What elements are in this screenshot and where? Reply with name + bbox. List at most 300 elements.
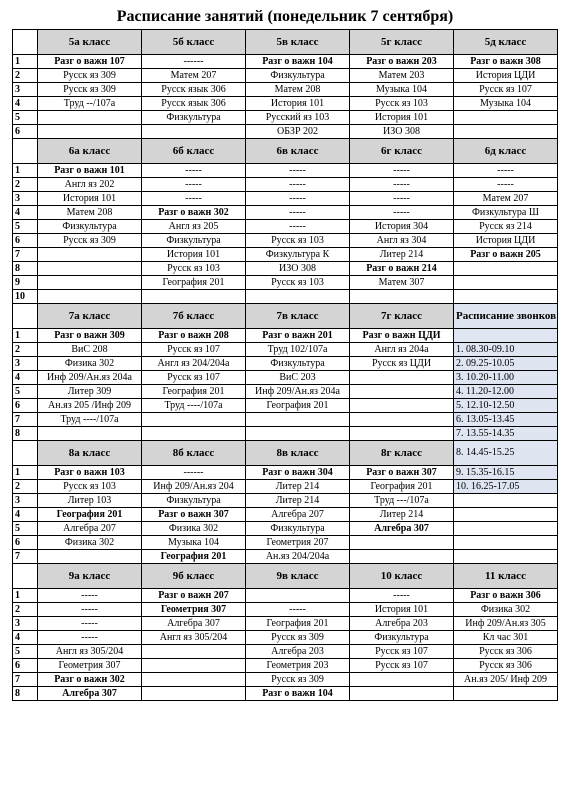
lesson-cell: Русск яз 107	[142, 371, 246, 385]
lesson-cell: -----	[350, 206, 454, 220]
lesson-cell: Русск яз 309	[246, 631, 350, 645]
lesson-number: 5	[13, 522, 38, 536]
lesson-cell: Англ яз 305/204	[142, 631, 246, 645]
lesson-cell	[142, 427, 246, 441]
lesson-cell	[454, 262, 558, 276]
lesson-row	[13, 645, 558, 659]
lesson-cell	[38, 290, 142, 304]
class-header: 8г класс	[350, 441, 454, 466]
bell-cell	[454, 508, 558, 522]
lesson-row	[13, 399, 558, 413]
lesson-cell: История 101	[142, 248, 246, 262]
lesson-cell: Геометрия 203	[246, 659, 350, 673]
lesson-row	[13, 631, 558, 645]
lesson-cell: Разг о важн 307	[142, 508, 246, 522]
class-header: 9б класс	[142, 564, 246, 589]
lesson-number: 6	[13, 659, 38, 673]
lesson-number: 2	[13, 480, 38, 494]
lesson-cell: Ан.яз 205/ Инф 209	[454, 673, 558, 687]
lesson-cell	[38, 276, 142, 290]
lesson-cell: История 304	[350, 220, 454, 234]
lesson-cell: ВиС 203	[246, 371, 350, 385]
lesson-cell: Кл час 301	[454, 631, 558, 645]
lesson-number: 10	[13, 290, 38, 304]
lesson-number: 4	[13, 631, 38, 645]
lesson-cell: ------	[142, 466, 246, 480]
lesson-number: 1	[13, 164, 38, 178]
lesson-cell: Разг о важн 304	[246, 466, 350, 480]
class-header: 5а класс	[38, 30, 142, 55]
lesson-cell: География 201	[142, 385, 246, 399]
header-corner	[13, 564, 38, 589]
class-header: 6г класс	[350, 139, 454, 164]
lesson-cell: Алгебра 307	[142, 617, 246, 631]
lesson-cell	[350, 371, 454, 385]
lesson-cell: Матем 207	[142, 69, 246, 83]
lesson-cell: Музыка 104	[454, 97, 558, 111]
class-header: 5г класс	[350, 30, 454, 55]
class-header: 10 класс	[350, 564, 454, 589]
lesson-cell: -----	[350, 164, 454, 178]
lesson-cell: Литер 214	[350, 508, 454, 522]
lesson-cell: Разг о важн 207	[142, 589, 246, 603]
lesson-number: 6	[13, 125, 38, 139]
lesson-row	[13, 329, 558, 343]
bell-cell: 5. 12.10-12.50	[454, 399, 558, 413]
lesson-cell: Русск яз 103	[38, 480, 142, 494]
lesson-cell: Алгебра 307	[38, 687, 142, 701]
lesson-cell: Русск яз 214	[454, 220, 558, 234]
lesson-cell: Русск яз 309	[38, 234, 142, 248]
lesson-cell: Англ яз 304	[350, 234, 454, 248]
lesson-number: 3	[13, 494, 38, 508]
lesson-cell	[38, 248, 142, 262]
lesson-number: 1	[13, 329, 38, 343]
lesson-cell: Русск яз 107	[142, 343, 246, 357]
lesson-cell: -----	[350, 192, 454, 206]
lesson-cell: Литер 103	[38, 494, 142, 508]
lesson-row	[13, 673, 558, 687]
bell-cell: 9. 15.35-16.15	[454, 466, 558, 480]
lesson-cell: -----	[246, 206, 350, 220]
lesson-number: 7	[13, 413, 38, 427]
lesson-cell	[454, 125, 558, 139]
class-header: 7в класс	[246, 304, 350, 329]
lesson-row	[13, 536, 558, 550]
lesson-row	[13, 603, 558, 617]
lesson-row	[13, 178, 558, 192]
lesson-cell: Русск яз 103	[246, 234, 350, 248]
lesson-cell	[38, 125, 142, 139]
lesson-cell: Русск яз 103	[246, 276, 350, 290]
lesson-cell: Физкультура	[142, 494, 246, 508]
class-header: 6д класс	[454, 139, 558, 164]
lesson-cell: Русск яз 309	[38, 69, 142, 83]
lesson-cell: -----	[454, 178, 558, 192]
lesson-cell: Русск яз 107	[454, 83, 558, 97]
lesson-cell: История 101	[38, 192, 142, 206]
bell-cell: 10. 16.25-17.05	[454, 480, 558, 494]
lesson-cell: География 201	[246, 399, 350, 413]
lesson-cell	[350, 673, 454, 687]
lesson-cell	[142, 687, 246, 701]
bells-header: Расписание звонков	[454, 304, 558, 329]
lesson-cell: -----	[350, 178, 454, 192]
header-corner	[13, 30, 38, 55]
lesson-row	[13, 220, 558, 234]
class-header: 9в класс	[246, 564, 350, 589]
lesson-cell: Разг о важн 302	[38, 673, 142, 687]
lesson-cell: -----	[38, 589, 142, 603]
lesson-cell: Разг о важн 201	[246, 329, 350, 343]
lesson-cell: Труд ----/107а	[142, 399, 246, 413]
lesson-cell: География 201	[142, 276, 246, 290]
lesson-number: 7	[13, 673, 38, 687]
lesson-row	[13, 164, 558, 178]
class-header: 5б класс	[142, 30, 246, 55]
lesson-cell: Физкультура	[246, 357, 350, 371]
lesson-cell: Литер 309	[38, 385, 142, 399]
lesson-cell: Разг о важн 214	[350, 262, 454, 276]
lesson-cell: -----	[142, 192, 246, 206]
lesson-cell: Труд ----/107а	[38, 413, 142, 427]
class-header: 5в класс	[246, 30, 350, 55]
page-title: Расписание занятий (понедельник 7 сентября)	[116, 8, 454, 25]
lesson-cell: -----	[246, 164, 350, 178]
lesson-cell: -----	[142, 178, 246, 192]
lesson-cell: -----	[246, 178, 350, 192]
lesson-cell	[350, 427, 454, 441]
lesson-cell: Ан.яз 204/204а	[246, 550, 350, 564]
lesson-row	[13, 290, 558, 304]
lesson-row	[13, 589, 558, 603]
lesson-number: 6	[13, 234, 38, 248]
lesson-cell	[350, 536, 454, 550]
lesson-cell: Русск яз 103	[142, 262, 246, 276]
lesson-cell: Русск яз 103	[350, 97, 454, 111]
lesson-cell: Русск яз 107	[350, 645, 454, 659]
lesson-cell: Матем 203	[350, 69, 454, 83]
lesson-number: 1	[13, 466, 38, 480]
lesson-cell: Матем 207	[454, 192, 558, 206]
lesson-cell: Разг о важн 309	[38, 329, 142, 343]
lesson-cell: Англ яз 204/204а	[142, 357, 246, 371]
lesson-cell: Русский яз 103	[246, 111, 350, 125]
class-header-row	[13, 441, 558, 466]
lesson-cell: Англ яз 202	[38, 178, 142, 192]
lesson-cell	[38, 427, 142, 441]
class-header-row	[13, 304, 558, 329]
bell-cell	[454, 329, 558, 343]
lesson-cell	[246, 290, 350, 304]
lesson-cell: Физкультура	[38, 220, 142, 234]
lesson-cell: Русск яз 306	[454, 645, 558, 659]
lesson-cell: Англ яз 305/204	[38, 645, 142, 659]
lesson-number: 3	[13, 357, 38, 371]
lesson-row	[13, 69, 558, 83]
bell-cell	[454, 550, 558, 564]
lesson-cell: ИЗО 308	[246, 262, 350, 276]
lesson-number: 4	[13, 371, 38, 385]
lesson-cell: Алгебра 203	[246, 645, 350, 659]
lesson-cell: Разг о важн 308	[454, 55, 558, 69]
class-header: 8в класс	[246, 441, 350, 466]
class-header: 6а класс	[38, 139, 142, 164]
lesson-cell: -----	[142, 164, 246, 178]
lesson-row	[13, 111, 558, 125]
bell-cell: 3. 10.20-11.00	[454, 371, 558, 385]
lesson-cell: Инф 209/Ан.яз 204	[142, 480, 246, 494]
lesson-row	[13, 192, 558, 206]
lesson-number: 5	[13, 645, 38, 659]
lesson-number: 5	[13, 220, 38, 234]
lesson-number: 1	[13, 589, 38, 603]
lesson-number: 6	[13, 399, 38, 413]
lesson-number: 5	[13, 385, 38, 399]
bell-cell	[454, 494, 558, 508]
lesson-number: 3	[13, 192, 38, 206]
class-header: 7б класс	[142, 304, 246, 329]
lesson-cell: Инф 209/Ан.яз 305	[454, 617, 558, 631]
lesson-cell	[350, 413, 454, 427]
lesson-cell	[350, 399, 454, 413]
bell-cell: 4. 11.20-12.00	[454, 385, 558, 399]
lesson-cell: -----	[454, 164, 558, 178]
lesson-number: 2	[13, 178, 38, 192]
lesson-cell: -----	[246, 220, 350, 234]
lesson-cell: Разг о важн 208	[142, 329, 246, 343]
lesson-cell: Англ яз 205	[142, 220, 246, 234]
lesson-cell: История ЦДИ	[454, 69, 558, 83]
lesson-cell	[38, 111, 142, 125]
lesson-number: 7	[13, 248, 38, 262]
lesson-cell: Физика 302	[142, 522, 246, 536]
lesson-number: 4	[13, 97, 38, 111]
lesson-cell	[38, 550, 142, 564]
lesson-cell: -----	[38, 617, 142, 631]
lesson-number: 2	[13, 69, 38, 83]
lesson-cell: ВиС 208	[38, 343, 142, 357]
lesson-cell: Матем 208	[246, 83, 350, 97]
lesson-cell: Физкультура	[246, 522, 350, 536]
lesson-cell: Русск яз 107	[350, 659, 454, 673]
lesson-cell	[142, 659, 246, 673]
lesson-cell: Труд ---/107а	[350, 494, 454, 508]
lesson-number: 2	[13, 343, 38, 357]
lesson-cell: Разг о важн 307	[350, 466, 454, 480]
lesson-cell	[142, 645, 246, 659]
lesson-number: 2	[13, 603, 38, 617]
lesson-row	[13, 55, 558, 69]
lesson-row	[13, 343, 558, 357]
lesson-cell	[142, 413, 246, 427]
class-header: 5д класс	[454, 30, 558, 55]
header-corner	[13, 139, 38, 164]
lesson-cell: Матем 208	[38, 206, 142, 220]
class-header-row	[13, 30, 558, 55]
lesson-cell: История ЦДИ	[454, 234, 558, 248]
lesson-row	[13, 357, 558, 371]
lesson-cell: География 201	[350, 480, 454, 494]
lesson-row	[13, 97, 558, 111]
lesson-cell: Литер 214	[350, 248, 454, 262]
lesson-cell	[454, 290, 558, 304]
lesson-cell: Разг о важн ЦДИ	[350, 329, 454, 343]
class-header-row	[13, 139, 558, 164]
lesson-cell: История 101	[350, 603, 454, 617]
bell-cell: 6. 13.05-13.45	[454, 413, 558, 427]
lesson-cell: -----	[350, 589, 454, 603]
lesson-cell: Русск язык 306	[142, 83, 246, 97]
lesson-cell: География 201	[246, 617, 350, 631]
lesson-cell: Алгебра 207	[38, 522, 142, 536]
lesson-row	[13, 234, 558, 248]
lesson-cell: Матем 307	[350, 276, 454, 290]
lesson-number: 8	[13, 427, 38, 441]
lesson-cell: Физкультура К	[246, 248, 350, 262]
lesson-cell: Разг о важн 104	[246, 55, 350, 69]
bell-cell: 2. 09.25-10.05	[454, 357, 558, 371]
class-header: 7а класс	[38, 304, 142, 329]
lesson-cell: Разг о важн 205	[454, 248, 558, 262]
lesson-cell: ОБЗР 202	[246, 125, 350, 139]
lesson-cell: Разг о важн 107	[38, 55, 142, 69]
lesson-cell	[454, 687, 558, 701]
lesson-cell	[38, 262, 142, 276]
lesson-row	[13, 617, 558, 631]
lesson-cell: Литер 214	[246, 494, 350, 508]
lesson-cell: Ан.яз 205 /Инф 209	[38, 399, 142, 413]
lesson-number: 4	[13, 206, 38, 220]
lesson-cell: Разг о важн 203	[350, 55, 454, 69]
lesson-cell	[350, 687, 454, 701]
lesson-cell	[246, 413, 350, 427]
lesson-cell: Англ яз 204а	[350, 343, 454, 357]
lesson-cell: Разг о важн 302	[142, 206, 246, 220]
class-header: 6б класс	[142, 139, 246, 164]
lesson-cell: Алгебра 307	[350, 522, 454, 536]
lesson-row	[13, 550, 558, 564]
lesson-cell	[350, 385, 454, 399]
lesson-cell: ИЗО 308	[350, 125, 454, 139]
lesson-cell: Физика 302	[454, 603, 558, 617]
lesson-cell	[350, 550, 454, 564]
lesson-cell: Музыка 104	[350, 83, 454, 97]
lesson-number: 5	[13, 111, 38, 125]
lesson-row	[13, 248, 558, 262]
lesson-cell: Геометрия 307	[38, 659, 142, 673]
class-header: 11 класс	[454, 564, 558, 589]
lesson-cell: Физкультура Ш	[454, 206, 558, 220]
lesson-cell	[454, 111, 558, 125]
lesson-number: 3	[13, 83, 38, 97]
bell-cell: 7. 13.55-14.35	[454, 427, 558, 441]
lesson-number: 8	[13, 687, 38, 701]
lesson-cell: Физкультура	[350, 631, 454, 645]
lesson-row	[13, 427, 558, 441]
class-header: 8а класс	[38, 441, 142, 466]
lesson-cell: Алгебра 207	[246, 508, 350, 522]
lesson-row	[13, 522, 558, 536]
lesson-number: 6	[13, 536, 38, 550]
lesson-cell: Литер 214	[246, 480, 350, 494]
header-corner	[13, 304, 38, 329]
lesson-cell: Разг о важн 103	[38, 466, 142, 480]
lesson-cell: Русск яз ЦДИ	[350, 357, 454, 371]
lesson-cell: История 101	[350, 111, 454, 125]
lesson-cell	[142, 673, 246, 687]
lesson-cell: -----	[38, 603, 142, 617]
lesson-cell: Русск яз 306	[454, 659, 558, 673]
class-header: 7г класс	[350, 304, 454, 329]
lesson-cell: Разг о важн 104	[246, 687, 350, 701]
class-header-row	[13, 564, 558, 589]
lesson-row	[13, 466, 558, 480]
lesson-cell: Физкультура	[142, 111, 246, 125]
lesson-cell: Русск язык 306	[142, 97, 246, 111]
lesson-cell: Инф 209/Ан.яз 204а	[38, 371, 142, 385]
class-header: 6в класс	[246, 139, 350, 164]
lesson-cell: Разг о важн 306	[454, 589, 558, 603]
lesson-cell: Труд --/107а	[38, 97, 142, 111]
lesson-cell: Геометрия 307	[142, 603, 246, 617]
lesson-cell: Физика 302	[38, 536, 142, 550]
lesson-cell: География 201	[142, 550, 246, 564]
lesson-cell: Русск яз 309	[38, 83, 142, 97]
lesson-row	[13, 385, 558, 399]
lesson-cell: Физкультура	[246, 69, 350, 83]
header-corner	[13, 441, 38, 466]
lesson-cell	[454, 276, 558, 290]
lesson-number: 8	[13, 262, 38, 276]
lesson-row	[13, 262, 558, 276]
lesson-number: 9	[13, 276, 38, 290]
lesson-row	[13, 508, 558, 522]
lesson-number: 3	[13, 617, 38, 631]
bell-cell: 8. 14.45-15.25	[454, 441, 558, 466]
lesson-row	[13, 83, 558, 97]
lesson-cell: Геометрия 207	[246, 536, 350, 550]
lesson-cell	[246, 427, 350, 441]
lesson-cell: Труд 102/107а	[246, 343, 350, 357]
lesson-cell: -----	[38, 631, 142, 645]
lesson-cell: Русск яз 309	[246, 673, 350, 687]
lesson-cell: Инф 209/Ан.яз 204а	[246, 385, 350, 399]
lesson-cell: Физкультура	[142, 234, 246, 248]
class-header: 8б класс	[142, 441, 246, 466]
lesson-cell: -----	[246, 603, 350, 617]
bell-cell	[454, 536, 558, 550]
lesson-number: 7	[13, 550, 38, 564]
lesson-number: 4	[13, 508, 38, 522]
lesson-row	[13, 125, 558, 139]
lesson-cell: -----	[246, 192, 350, 206]
lesson-cell: Алгебра 203	[350, 617, 454, 631]
class-header: 9а класс	[38, 564, 142, 589]
lesson-cell	[350, 290, 454, 304]
lesson-row	[13, 480, 558, 494]
lesson-row	[13, 687, 558, 701]
lesson-cell: История 101	[246, 97, 350, 111]
lesson-number: 1	[13, 55, 38, 69]
lesson-cell	[246, 589, 350, 603]
bell-cell	[454, 522, 558, 536]
lesson-row	[13, 276, 558, 290]
schedule-table	[12, 29, 558, 701]
lesson-row	[13, 413, 558, 427]
lesson-cell: Физика 302	[38, 357, 142, 371]
lesson-row	[13, 494, 558, 508]
